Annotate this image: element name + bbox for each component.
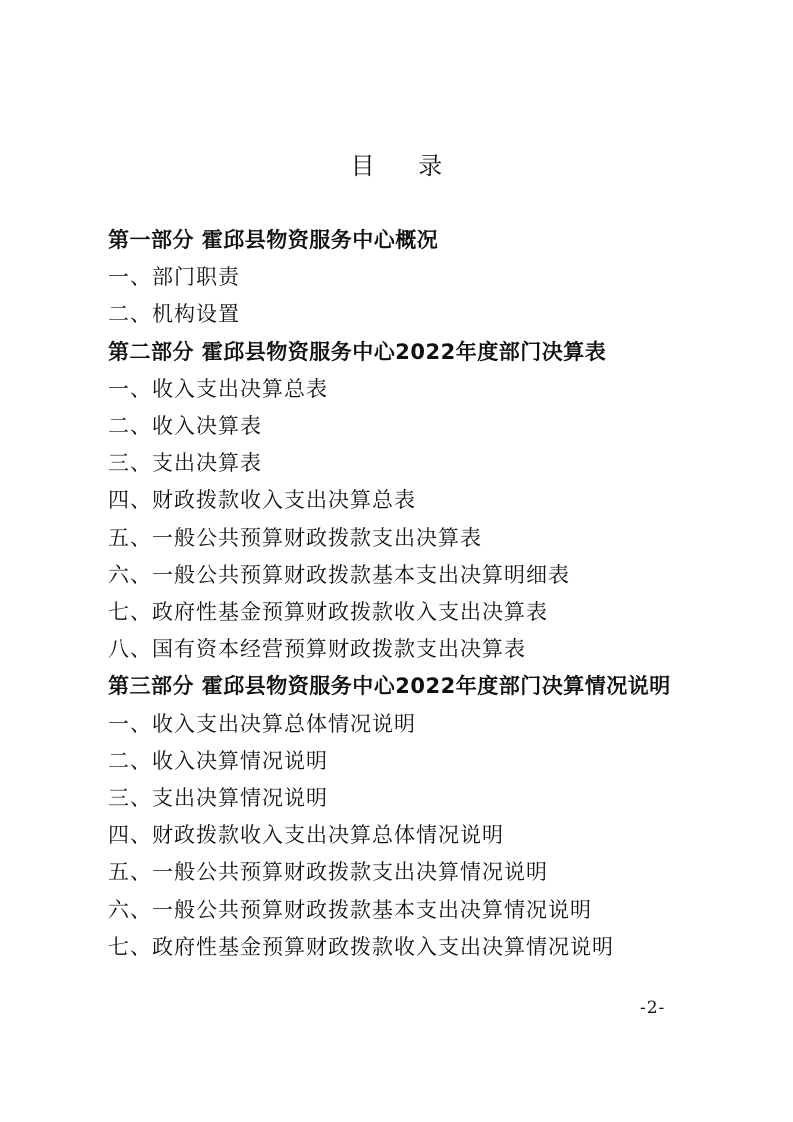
toc-item[interactable]: 四、财政拨款收入支出决算总表 [108, 488, 416, 513]
toc-part-heading[interactable]: 第一部分 霍邱县物资服务中心概况 [108, 228, 439, 252]
toc-item[interactable]: 六、一般公共预算财政拨款基本支出决算明细表 [108, 562, 570, 587]
toc-item[interactable]: 六、一般公共预算财政拨款基本支出决算情况说明 [108, 897, 592, 922]
toc-item[interactable]: 二、收入决算表 [108, 414, 262, 439]
toc-part-heading[interactable]: 第三部分 霍邱县物资服务中心2022年度部门决算情况说明 [108, 674, 671, 699]
toc-item[interactable]: 三、支出决算情况说明 [108, 786, 328, 811]
table-of-contents [108, 222, 698, 966]
toc-item[interactable]: 一、收入支出决算总体情况说明 [108, 711, 416, 736]
toc-item[interactable]: 七、政府性基金预算财政拨款收入支出决算表 [108, 600, 548, 625]
page-number: -2- [640, 998, 666, 1018]
toc-item[interactable]: 一、收入支出决算总表 [108, 376, 328, 401]
toc-item[interactable]: 五、一般公共预算财政拨款支出决算情况说明 [108, 860, 548, 885]
toc-item[interactable]: 三、支出决算表 [108, 451, 262, 476]
toc-item[interactable]: 一、部门职责 [108, 265, 240, 290]
toc-item[interactable]: 四、财政拨款收入支出决算总体情况说明 [108, 823, 504, 848]
toc-item[interactable]: 八、国有资本经营预算财政拨款支出决算表 [108, 637, 526, 662]
toc-part-heading[interactable]: 第二部分 霍邱县物资服务中心2022年度部门决算表 [108, 339, 607, 364]
toc-item[interactable]: 七、政府性基金预算财政拨款收入支出决算情况说明 [108, 934, 614, 959]
toc-item[interactable]: 五、一般公共预算财政拨款支出决算表 [108, 525, 482, 550]
toc-item[interactable]: 二、收入决算情况说明 [108, 748, 328, 773]
toc-item[interactable]: 二、机构设置 [108, 302, 240, 327]
page-title: 目 录 [350, 152, 461, 180]
